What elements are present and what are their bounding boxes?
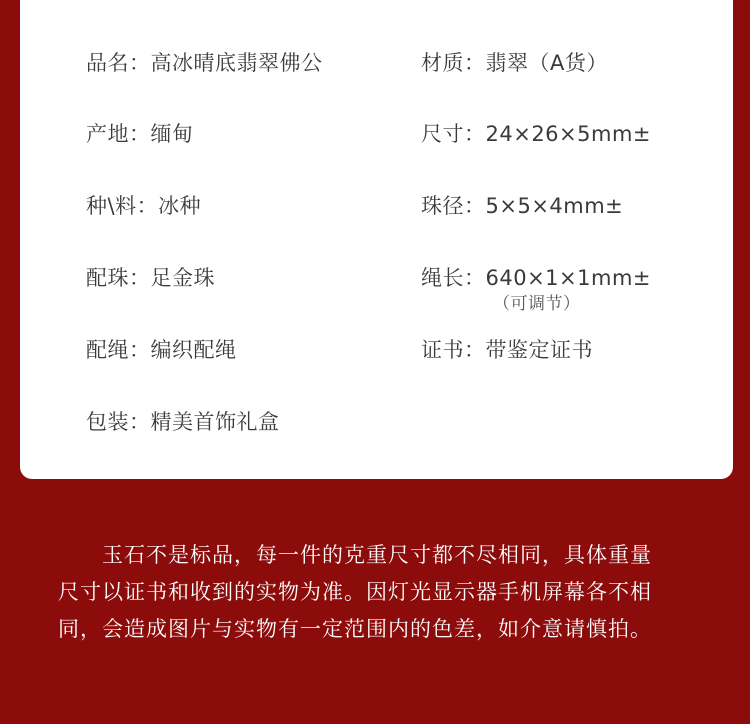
spec-rope-label: 配绳： (86, 338, 151, 362)
spec-name (86, 50, 323, 76)
spec-material-label: 材质： (421, 51, 486, 75)
spec-bead-match-label: 配珠： (86, 266, 151, 290)
spec-size (421, 121, 651, 147)
notice-line-2: 尺寸以证书和收到的实物为准。因灯光显示器手机屏幕各不相 (58, 580, 652, 604)
spec-rope-length-label: 绳长： (421, 266, 486, 290)
spec-type-value: 冰种 (158, 194, 202, 218)
notice-line-3: 同，会造成图片与实物有一定范围内的色差，如介意请慎拍。 (58, 617, 652, 641)
spec-origin-label: 产地： (86, 122, 151, 146)
spec-bead-value: 5×5×4mm± (485, 194, 624, 218)
notice-line-1: 玉石不是标品，每一件的克重尺寸都不尽相同，具体重量 (102, 543, 652, 567)
spec-certificate-value: 带鉴定证书 (485, 338, 593, 362)
spec-origin (86, 121, 194, 147)
spec-certificate-label: 证书： (421, 338, 486, 362)
spec-bead-match (86, 265, 215, 291)
spec-origin-value: 缅甸 (150, 122, 194, 146)
spec-packaging (86, 409, 280, 435)
spec-material-value: 翡翠（A货） (485, 51, 608, 75)
spec-material (421, 50, 608, 76)
spec-name-label: 品名： (86, 51, 151, 75)
disclaimer-notice (58, 537, 698, 648)
spec-name-value: 高冰晴底翡翠佛公 (150, 51, 323, 75)
spec-certificate (421, 337, 593, 363)
spec-packaging-label: 包装： (86, 410, 151, 434)
spec-bead-label: 珠径： (421, 194, 486, 218)
spec-bead (421, 193, 623, 219)
spec-rope-length (421, 265, 651, 315)
spec-rope-length-value: 640×1×1mm± (485, 266, 652, 290)
spec-size-label: 尺寸： (421, 122, 486, 146)
spec-type (86, 193, 201, 219)
spec-size-value: 24×26×5mm± (485, 122, 652, 146)
spec-rope (86, 337, 237, 363)
spec-packaging-value: 精美首饰礼盒 (150, 410, 280, 434)
spec-rope-value: 编织配绳 (150, 338, 237, 362)
spec-rope-length-note: （可调节） (493, 294, 581, 314)
spec-type-label: 种\料： (86, 194, 159, 218)
spec-bead-match-value: 足金珠 (150, 266, 215, 290)
